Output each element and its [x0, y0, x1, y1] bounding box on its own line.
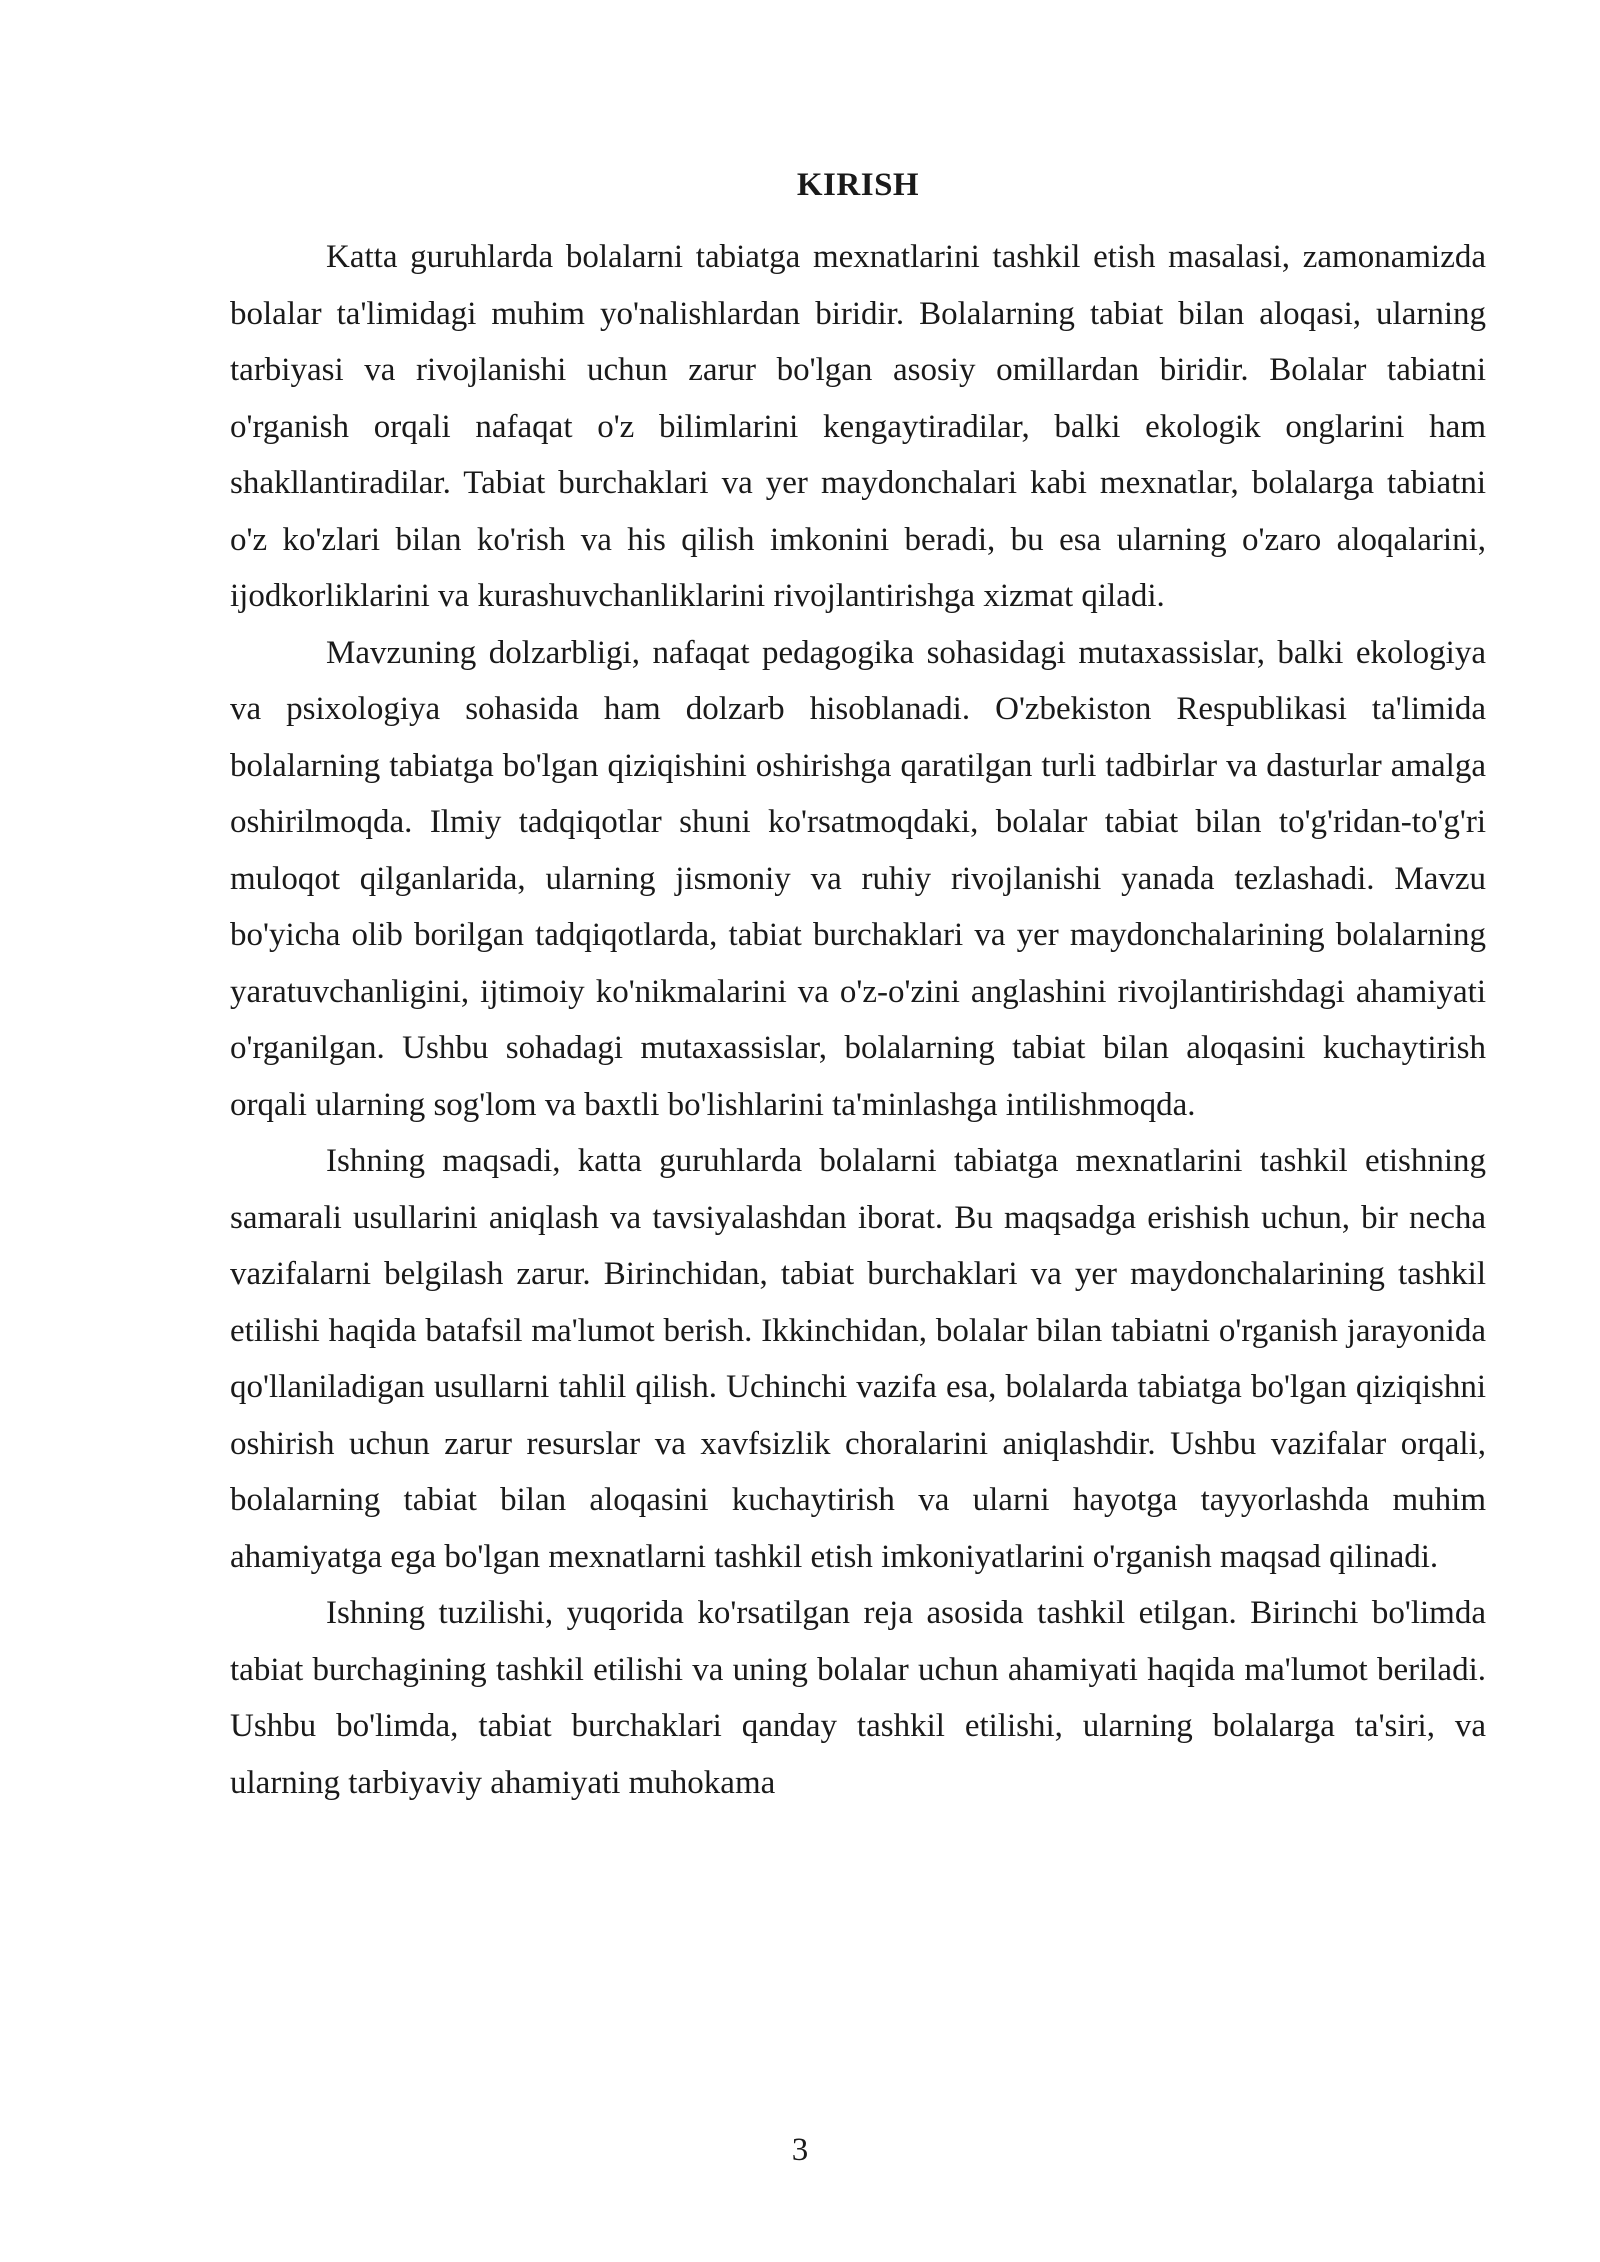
paragraph-structure: Ishning tuzilishi, yuqorida ko'rsatilgan reja asosida tashkil etilgan. Birinchi bo'limda tabiat burchagining tashkil etilishi va uning bolalar uchun ahamiyati haqida ma'lumot beriladi. Ushbu bo'limda, tabiat burchaklari qanday tashkil etilishi, ularning bolalarga ta'siri, va ularning tarbiyaviy ahamiyati muhokama	[230, 1595, 1486, 1801]
paragraph-goal: Ishning maqsadi, katta guruhlarda bolalarni tabiatga mexnatlarini tashkil etishning samarali usullarini aniqlash va tavsiyalashdan iborat. Bu maqsadga erishish uchun, bir necha vazifalarni belgilash zarur. Birinchidan, tabiat burchaklari va yer maydonchalarining tashkil etilishi haqida batafsil ma'lumot berish. Ikkinchidan, bolalar bilan tabiatni o'rganish jarayonida qo'llaniladigan usullarni tahlil qilish. Uchinchi vazifa esa, bolalarda tabiatga bo'lgan qiziqishni oshirish uchun zarur resurslar va xavfsizlik choralarini aniqlashdir. Ushbu vazifalar orqali, bolalarning tabiat bilan aloqasini kuchaytirish va ularni hayotga tayyorlashda muhim ahamiyatga ega bo'lgan mexnatlarni tashkil etish imkoniyatlarini o'rganish maqsad qilinadi.	[230, 1143, 1486, 1575]
page-title: KIRISH	[796, 167, 920, 203]
paragraph-intro: Katta guruhlarda bolalarni tabiatga mexnatlarini tashkil etish masalasi, zamonamizda bolalar ta'limidagi muhim yo'nalishlardan biridir. Bolalarning tabiat bilan aloqasi, ularning tarbiyasi va rivojlanishi uchun zarur bo'lgan asosiy omillardan biridir. Bolalar tabiatni o'rganish orqali nafaqat o'z bilimlarini kengaytiradilar, balki ekologik onglarini ham shakllantiradilar. Tabiat burchaklari va yer maydonchalari kabi mexnatlar, bolalarga tabiatni o'z ko'zlari bilan ko'rish va his qilish imkonini beradi, bu esa ularning o'zaro aloqalarini, ijodkorliklarini va kurashuvchanliklarini rivojlantirishga xizmat qiladi.	[230, 239, 1486, 614]
page-number: 3	[791, 2132, 809, 2168]
document-page	[230, 165, 1486, 1811]
paragraph-relevance: Mavzuning dolzarbligi, nafaqat pedagogika sohasidagi mutaxassislar, balki ekologiya va psixologiya sohasida ham dolzarb hisoblanadi. O'zbekiston Respublikasi ta'limida bolalarning tabiatga bo'lgan qiziqishini oshirishga qaratilgan turli tadbirlar va dasturlar amalga oshirilmoqda. Ilmiy tadqiqotlar shuni ko'rsatmoqdaki, bolalar tabiat bilan to'g'ridan-to'g'ri muloqot qilganlarida, ularning jismoniy va ruhiy rivojlanishi yanada tezlashadi. Mavzu bo'yicha olib borilgan tadqiqotlarda, tabiat burchaklari va yer maydonchalarining bolalarning yaratuvchanligini, ijtimoiy ko'nikmalarini va o'z-o'zini anglashini rivojlantirishdagi ahamiyati o'rganilgan. Ushbu sohadagi mutaxassislar, bolalarning tabiat bilan aloqasini kuchaytirish orqali ularning sog'lom va baxtli bo'lishlarini ta'minlashga intilishmoqda.	[230, 634, 1486, 1123]
